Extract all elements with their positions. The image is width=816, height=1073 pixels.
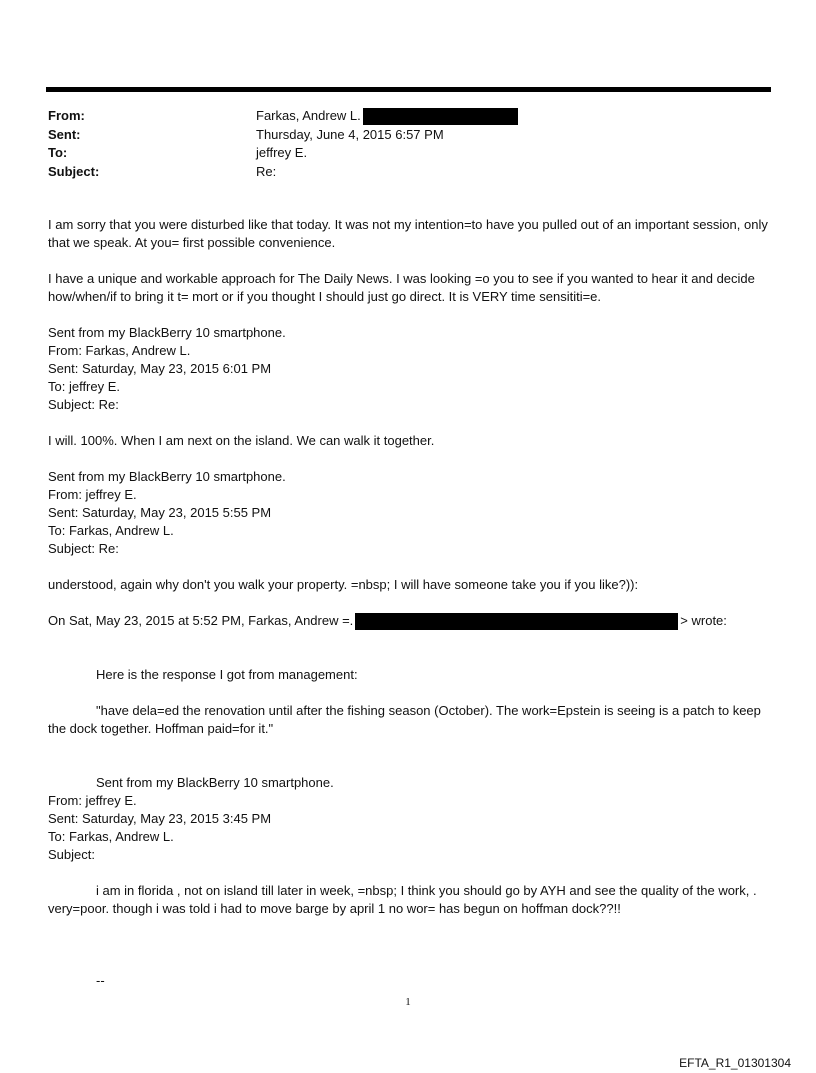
to-value: jeffrey E. — [256, 145, 308, 160]
to-label: To: — [48, 145, 68, 160]
quoted-header-line: To: Farkas, Andrew L. — [48, 829, 174, 844]
quoted-header-line: Sent from my BlackBerry 10 smartphone. — [48, 325, 286, 340]
header-rule — [46, 87, 771, 92]
document-id: EFTA_R1_01301304 — [679, 1056, 791, 1070]
page-number: 1 — [405, 996, 411, 1008]
redaction-box — [355, 613, 678, 630]
email-header — [48, 107, 748, 181]
paragraph: understood, again why don't you walk your property. =nbsp; I will have someone take you if you like?)): — [48, 577, 639, 592]
paragraph: I have a unique and workable approach for The Daily News. I was looking =o you to see if you wanted to hear it and decide how/when/if to bring it t= mort or if you thought I should just go direct. It is VERY time sensititi=e. — [48, 271, 755, 304]
quoted-header-line: From: jeffrey E. — [48, 487, 137, 502]
attribution-suffix: > wrote: — [680, 613, 727, 628]
sent-value: Thursday, June 4, 2015 6:57 PM — [256, 126, 444, 142]
sent-row — [48, 126, 748, 145]
quoted-header-line: Sent from my BlackBerry 10 smartphone. — [96, 775, 334, 790]
reply-attribution — [48, 612, 768, 630]
to-row — [48, 144, 748, 163]
from-label: From: — [48, 108, 85, 123]
redaction-box — [363, 108, 518, 125]
paragraph: I am sorry that you were disturbed like that today. It was not my intention=to have you pulled out of an important session, only that we speak. At you= first possible convenience. — [48, 217, 768, 250]
from-value: Farkas, Andrew L. — [256, 108, 361, 123]
quoted-header-line: Sent: Saturday, May 23, 2015 3:45 PM — [48, 811, 272, 826]
quoted-paragraph: "have dela=ed the renovation until after the fishing season (October). The work=Epstein is seeing is a patch to keep the dock together. Hoffman paid=for it." — [48, 703, 761, 736]
email-body — [48, 216, 768, 990]
subject-row — [48, 163, 748, 182]
attribution-prefix: On Sat, May 23, 2015 at 5:52 PM, Farkas, Andrew =. — [48, 613, 354, 628]
subject-value: Re: — [256, 163, 277, 179]
signature-separator: -- — [96, 973, 105, 988]
quoted-paragraph: i am in florida , not on island till later in week, =nbsp; I think you should go by AYH and see the quality of the work, . very=poor. though i was told i had to move barge by april 1 no wor= has begun on hoffman dock??!! — [48, 883, 757, 916]
quoted-header-line: Sent from my BlackBerry 10 smartphone. — [48, 469, 286, 484]
quoted-header-line: Subject: Re: — [48, 541, 119, 556]
quoted-header-line: From: jeffrey E. — [48, 793, 137, 808]
quoted-paragraph: Here is the response I got from management: — [96, 667, 358, 682]
sent-label: Sent: — [48, 126, 81, 142]
quoted-header-line: To: jeffrey E. — [48, 379, 121, 394]
quoted-header-line: Sent: Saturday, May 23, 2015 6:01 PM — [48, 361, 272, 376]
paragraph: I will. 100%. When I am next on the island. We can walk it together. — [48, 433, 435, 448]
quoted-header-line: Subject: Re: — [48, 397, 119, 412]
from-row — [48, 107, 748, 126]
subject-label: Subject: — [48, 163, 100, 179]
quoted-header-line: Sent: Saturday, May 23, 2015 5:55 PM — [48, 505, 272, 520]
quoted-header-line: From: Farkas, Andrew L. — [48, 343, 191, 358]
quoted-header-line: Subject: — [48, 847, 95, 862]
quoted-header-line: To: Farkas, Andrew L. — [48, 523, 174, 538]
